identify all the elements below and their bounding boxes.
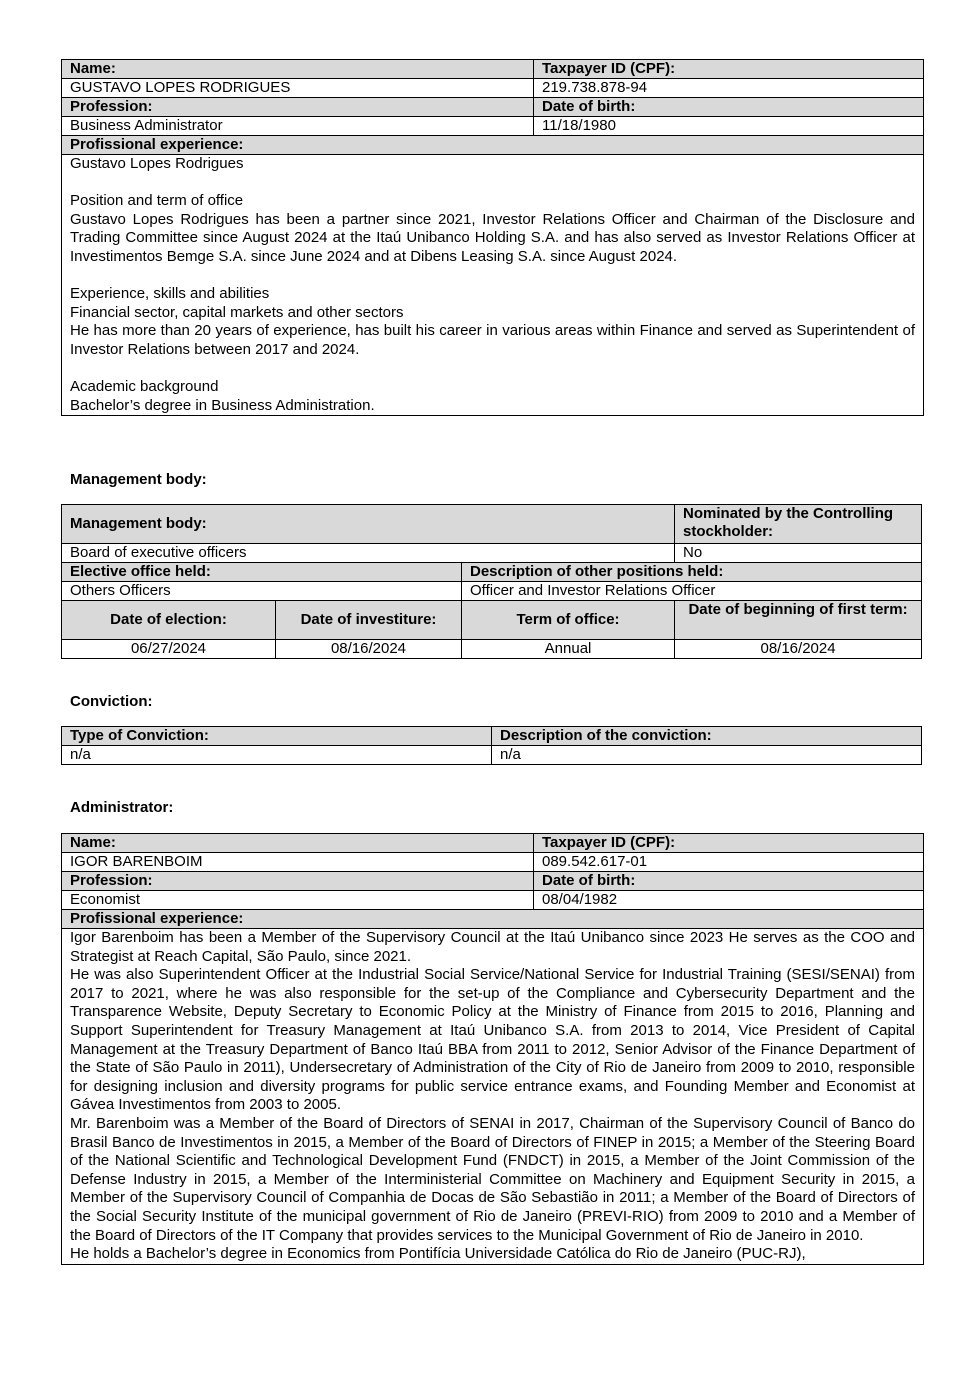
admin-experience-paragraph: Mr. Barenboim was a Member of the Board of Directors of SENAI in 2017, Chairman of the Supervisory Council of Banco do Brasil Banco de Investimentos in 2015, a Member of the Board of Directors of FINEP in 2015; a Member of the Steering Board of the National Scientific and Technological Development Fund (FNDCT) in 2015, a Member of the Joint Commission of the Defense Industry in 2015, a Member of the Interministerial Committee on Machinery and Equipment Security in 2015, a Member of the Supervisory Council of Companhia de Docas de São Sebastião in 2011; a Member of the Board of Directors of the Social Security Institute of the municipal government of Rio de Janeiro (PREVI-RIO) from 2009 to 2010 and a Member of the Board of Directors of the IT Company that provides services to the Municipal Government of Rio de Janeiro in 2010. — [70, 1114, 915, 1244]
admin-experience-cell — [62, 929, 924, 1265]
name-label: Name: — [62, 60, 534, 79]
first-term-label: Date of beginning of first term: — [675, 601, 922, 640]
nominated-label: Nominated by the Controlling stockholder: — [675, 505, 922, 544]
other-positions-value: Officer and Investor Relations Officer — [462, 582, 922, 601]
admin-profession-label: Profession: — [62, 872, 534, 891]
investiture-date-label: Date of investiture: — [276, 601, 462, 640]
admin-name-label: Name: — [62, 834, 534, 853]
name-value: GUSTAVO LOPES RODRIGUES — [62, 79, 534, 98]
admin-experience-paragraph: He holds a Bachelor’s degree in Economics from Pontifícia Universidade Católica do Rio de Janeiro (PUC-RJ), — [70, 1245, 806, 1263]
elective-office-label: Elective office held: — [62, 563, 462, 582]
sectors-text: Financial sector, capital markets and other sectors — [70, 303, 404, 321]
academic-heading: Academic background — [70, 378, 219, 396]
experience-heading: Experience, skills and abilities — [70, 285, 270, 303]
election-date-value: 06/27/2024 — [62, 640, 276, 659]
admin-profession-value: Economist — [62, 891, 534, 910]
cpf-label: Taxpayer ID (CPF): — [534, 60, 924, 79]
term-label: Term of office: — [462, 601, 675, 640]
position-heading: Position and term of office — [70, 192, 244, 210]
elective-office-value: Others Officers — [62, 582, 462, 601]
management-body-label: Management body: — [62, 505, 675, 544]
profession-label: Profession: — [62, 98, 534, 117]
conviction-type-value: n/a — [62, 746, 492, 765]
other-positions-label: Description of other positions held: — [462, 563, 922, 582]
management-body-value: Board of executive officers — [62, 544, 675, 563]
admin-experience-label: Profissional experience: — [62, 910, 924, 929]
experience-text: He has more than 20 years of experience, has built his career in various areas within Finance and served as Superintendent of Investor Relations between 2017 and 2024. — [70, 322, 915, 358]
conviction-desc-value: n/a — [492, 746, 922, 765]
cpf-value: 219.738.878-94 — [534, 79, 924, 98]
conviction-type-label: Type of Conviction: — [62, 727, 492, 746]
experience-cell — [62, 155, 924, 416]
dob-value: 11/18/1980 — [534, 117, 924, 136]
experience-person-name: Gustavo Lopes Rodrigues — [70, 155, 244, 172]
conviction-desc-label: Description of the conviction: — [492, 727, 922, 746]
management-section-label: Management body: — [70, 471, 207, 488]
conviction-section-label: Conviction: — [70, 693, 153, 710]
experience-label: Profissional experience: — [62, 136, 924, 155]
nominated-value: No — [675, 544, 922, 563]
election-date-label: Date of election: — [62, 601, 276, 640]
admin-name-value: IGOR BARENBOIM — [62, 853, 534, 872]
admin-cpf-label: Taxpayer ID (CPF): — [534, 834, 924, 853]
conviction-table — [61, 726, 922, 765]
profession-value: Business Administrator — [62, 117, 534, 136]
management-table — [61, 504, 922, 659]
administrator-section-label: Administrator: — [70, 799, 174, 816]
admin-dob-value: 08/04/1982 — [534, 891, 924, 910]
admin-experience-paragraph: Igor Barenboim has been a Member of the Supervisory Council at the Itaú Unibanco since 2023 He serves as the COO and Strategist at Reach Capital, São Paulo, since 2021. — [70, 929, 915, 965]
admin-dob-label: Date of birth: — [534, 872, 924, 891]
first-term-value: 08/16/2024 — [675, 640, 922, 659]
investiture-date-value: 08/16/2024 — [276, 640, 462, 659]
admin-experience-paragraph: He was also Superintendent Officer at the Industrial Social Service/National Service for Industrial Training (SESI/SENAI) from 2017 to 2021, where he was also responsible for the set-up of the Compliance and Cybersecurity Department and the Transparence Website, Deputy Secretary to Economic Policy at the Ministry of Finance from 2015 to 2016, Planning and Support Superintendent for Treasury Management at Itaú Unibanco S.A. from 2013 to 2014, Vice President of Capital Management at the Treasury Department of Banco Itaú BBA from 2011 to 2012, Senior Advisor of the Finance Department of the State of São Paulo in 2011), Undersecretary of Administration of the City of Rio de Janeiro from 2009 to 2010, responsible for designing inclusion and diversity programs for public service entrance exams, and Founding Member and Economist at Gávea Investimentos from 2003 to 2005. — [70, 966, 915, 1114]
position-text: Gustavo Lopes Rodrigues has been a partner since 2021, Investor Relations Officer and Chairman of the Disclosure and Trading Committee since August 2024 at the Itaú Unibanco Holding S.A. and has also served as Investor Relations Officer at Investimentos Bemge S.A. since June 2024 and at Dibens Leasing S.A. since August 2024. — [70, 210, 915, 265]
dob-label: Date of birth: — [534, 98, 924, 117]
administrator-table — [61, 833, 924, 1265]
term-value: Annual — [462, 640, 675, 659]
person-info-table — [61, 59, 924, 416]
academic-text: Bachelor’s degree in Business Administration. — [70, 396, 375, 414]
admin-cpf-value: 089.542.617-01 — [534, 853, 924, 872]
